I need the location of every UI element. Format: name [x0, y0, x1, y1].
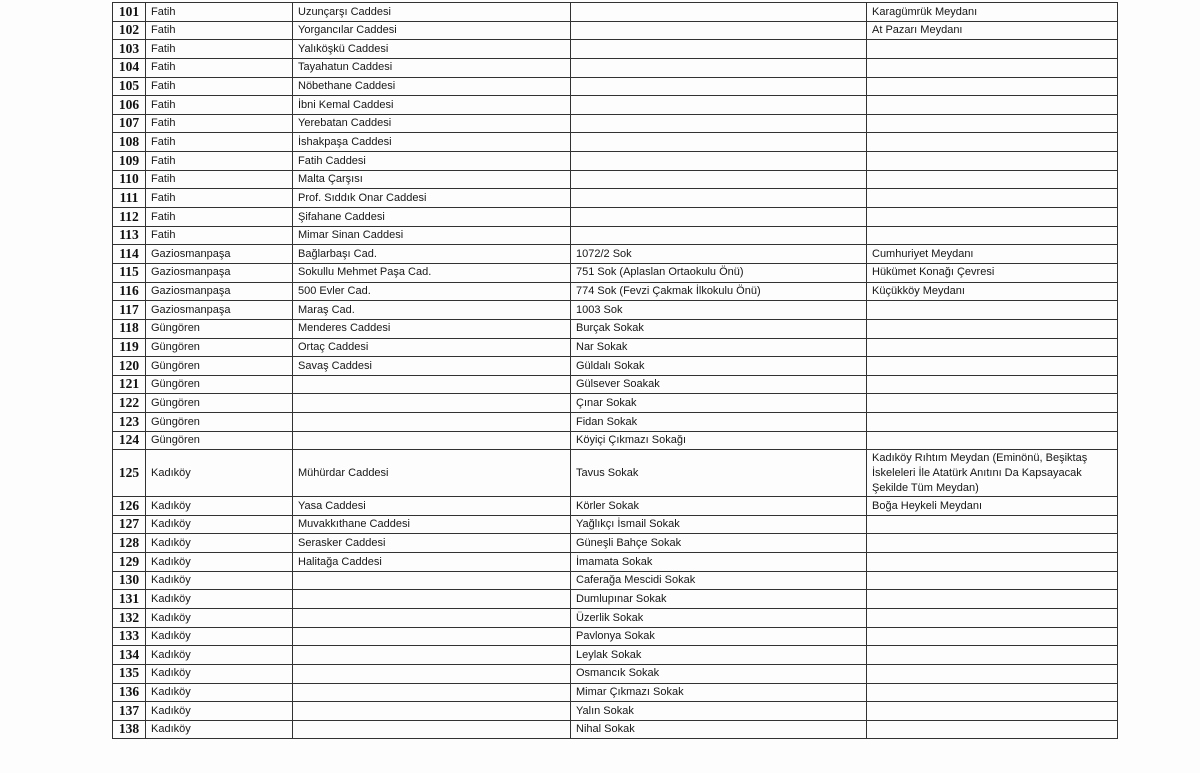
- cell-street: [293, 609, 571, 628]
- table-row: [113, 3, 1118, 22]
- cell-district: Fatih: [146, 208, 293, 227]
- cell-district: Gaziosmanpaşa: [146, 301, 293, 320]
- table-row: [113, 301, 1118, 320]
- table-row: [113, 96, 1118, 115]
- cell-square: [867, 534, 1118, 553]
- table-row: [113, 245, 1118, 264]
- cell-district: Kadıköy: [146, 683, 293, 702]
- cell-street: Yorgancılar Caddesi: [293, 21, 571, 40]
- cell-street: [293, 375, 571, 394]
- cell-district: Fatih: [146, 226, 293, 245]
- cell-row-number: 127: [113, 515, 146, 534]
- cell-side-street: Osmancık Sokak: [571, 664, 867, 683]
- cell-side-street: Pavlonya Sokak: [571, 627, 867, 646]
- cell-side-street: 1072/2 Sok: [571, 245, 867, 264]
- cell-district: Kadıköy: [146, 590, 293, 609]
- cell-row-number: 115: [113, 263, 146, 282]
- cell-side-street: Nar Sokak: [571, 338, 867, 357]
- cell-row-number: 121: [113, 375, 146, 394]
- cell-district: Gaziosmanpaşa: [146, 282, 293, 301]
- cell-street: [293, 431, 571, 450]
- cell-district: Fatih: [146, 133, 293, 152]
- table-row: [113, 450, 1118, 497]
- cell-side-street: Üzerlik Sokak: [571, 609, 867, 628]
- cell-district: Güngören: [146, 357, 293, 376]
- cell-side-street: Burçak Sokak: [571, 319, 867, 338]
- cell-street: Halitağa Caddesi: [293, 553, 571, 572]
- table-row: [113, 646, 1118, 665]
- table-row: [113, 609, 1118, 628]
- cell-street: Muvakkıthane Caddesi: [293, 515, 571, 534]
- cell-row-number: 108: [113, 133, 146, 152]
- cell-row-number: 120: [113, 357, 146, 376]
- cell-row-number: 123: [113, 413, 146, 432]
- cell-square: [867, 152, 1118, 171]
- table-row: [113, 357, 1118, 376]
- cell-district: Fatih: [146, 189, 293, 208]
- cell-square: [867, 431, 1118, 450]
- table-row: [113, 702, 1118, 721]
- table-row: [113, 21, 1118, 40]
- cell-district: Güngören: [146, 431, 293, 450]
- table-row: [113, 114, 1118, 133]
- cell-street: Mimar Sinan Caddesi: [293, 226, 571, 245]
- cell-side-street: [571, 170, 867, 189]
- cell-square: [867, 375, 1118, 394]
- cell-side-street: Çınar Sokak: [571, 394, 867, 413]
- cell-square: [867, 58, 1118, 77]
- cell-street: Yerebatan Caddesi: [293, 114, 571, 133]
- cell-district: Fatih: [146, 40, 293, 59]
- cell-row-number: 116: [113, 282, 146, 301]
- cell-square: Hükümet Konağı Çevresi: [867, 263, 1118, 282]
- table-row: [113, 263, 1118, 282]
- cell-row-number: 134: [113, 646, 146, 665]
- cell-square: [867, 208, 1118, 227]
- cell-district: Kadıköy: [146, 534, 293, 553]
- cell-row-number: 130: [113, 571, 146, 590]
- cell-square: [867, 40, 1118, 59]
- cell-square: [867, 77, 1118, 96]
- table-row: [113, 208, 1118, 227]
- cell-district: Kadıköy: [146, 497, 293, 516]
- cell-square: [867, 189, 1118, 208]
- cell-side-street: [571, 96, 867, 115]
- cell-side-street: Dumlupınar Sokak: [571, 590, 867, 609]
- cell-street: Serasker Caddesi: [293, 534, 571, 553]
- table-row: [113, 226, 1118, 245]
- cell-square: [867, 133, 1118, 152]
- cell-row-number: 132: [113, 609, 146, 628]
- cell-side-street: [571, 152, 867, 171]
- cell-side-street: Güldalı Sokak: [571, 357, 867, 376]
- cell-street: [293, 646, 571, 665]
- cell-street: [293, 664, 571, 683]
- table-row: [113, 515, 1118, 534]
- cell-row-number: 106: [113, 96, 146, 115]
- table-row: [113, 534, 1118, 553]
- cell-row-number: 114: [113, 245, 146, 264]
- cell-square: Cumhuriyet Meydanı: [867, 245, 1118, 264]
- cell-row-number: 122: [113, 394, 146, 413]
- cell-row-number: 105: [113, 77, 146, 96]
- cell-row-number: 104: [113, 58, 146, 77]
- cell-square: [867, 394, 1118, 413]
- cell-district: Fatih: [146, 3, 293, 22]
- cell-side-street: [571, 114, 867, 133]
- cell-district: Güngören: [146, 394, 293, 413]
- cell-district: Fatih: [146, 77, 293, 96]
- cell-street: Malta Çarşısı: [293, 170, 571, 189]
- cell-row-number: 135: [113, 664, 146, 683]
- cell-street: Ortaç Caddesi: [293, 338, 571, 357]
- cell-square: [867, 609, 1118, 628]
- cell-square: [867, 357, 1118, 376]
- cell-row-number: 112: [113, 208, 146, 227]
- cell-street: [293, 571, 571, 590]
- cell-row-number: 103: [113, 40, 146, 59]
- cell-side-street: [571, 133, 867, 152]
- table-row: [113, 627, 1118, 646]
- cell-square: [867, 683, 1118, 702]
- cell-district: Güngören: [146, 338, 293, 357]
- cell-district: Fatih: [146, 58, 293, 77]
- table-row: [113, 319, 1118, 338]
- cell-row-number: 124: [113, 431, 146, 450]
- cell-row-number: 119: [113, 338, 146, 357]
- cell-square: [867, 301, 1118, 320]
- street-table-body: [113, 3, 1118, 739]
- cell-square: [867, 720, 1118, 739]
- cell-district: Kadıköy: [146, 646, 293, 665]
- table-row: [113, 413, 1118, 432]
- cell-street: Bağlarbaşı Cad.: [293, 245, 571, 264]
- cell-row-number: 109: [113, 152, 146, 171]
- cell-row-number: 111: [113, 189, 146, 208]
- cell-side-street: [571, 21, 867, 40]
- table-row: [113, 664, 1118, 683]
- table-row: [113, 170, 1118, 189]
- cell-row-number: 101: [113, 3, 146, 22]
- cell-square: [867, 319, 1118, 338]
- cell-side-street: Güneşli Bahçe Sokak: [571, 534, 867, 553]
- cell-side-street: [571, 58, 867, 77]
- cell-row-number: 117: [113, 301, 146, 320]
- cell-district: Fatih: [146, 114, 293, 133]
- cell-street: [293, 720, 571, 739]
- cell-street: 500 Evler Cad.: [293, 282, 571, 301]
- cell-street: Maraş Cad.: [293, 301, 571, 320]
- cell-district: Fatih: [146, 170, 293, 189]
- cell-side-street: Mimar Çıkmazı Sokak: [571, 683, 867, 702]
- cell-square: [867, 646, 1118, 665]
- cell-square: [867, 338, 1118, 357]
- cell-square: At Pazarı Meydanı: [867, 21, 1118, 40]
- cell-square: Boğa Heykeli Meydanı: [867, 497, 1118, 516]
- cell-side-street: Caferağa Mescidi Sokak: [571, 571, 867, 590]
- cell-square: [867, 590, 1118, 609]
- cell-side-street: Leylak Sokak: [571, 646, 867, 665]
- cell-street: [293, 413, 571, 432]
- cell-district: Güngören: [146, 413, 293, 432]
- cell-side-street: Nihal Sokak: [571, 720, 867, 739]
- cell-street: Menderes Caddesi: [293, 319, 571, 338]
- cell-side-street: Köyiçi Çıkmazı Sokağı: [571, 431, 867, 450]
- cell-street: Yalıköşkü Caddesi: [293, 40, 571, 59]
- cell-side-street: [571, 40, 867, 59]
- cell-street: [293, 627, 571, 646]
- cell-district: Gaziosmanpaşa: [146, 245, 293, 264]
- cell-district: Gaziosmanpaşa: [146, 263, 293, 282]
- cell-street: İbni Kemal Caddesi: [293, 96, 571, 115]
- table-row: [113, 133, 1118, 152]
- cell-side-street: [571, 3, 867, 22]
- cell-square: [867, 553, 1118, 572]
- cell-district: Kadıköy: [146, 571, 293, 590]
- table-row: [113, 683, 1118, 702]
- cell-square: Karagümrük Meydanı: [867, 3, 1118, 22]
- cell-square: [867, 571, 1118, 590]
- cell-square: [867, 114, 1118, 133]
- cell-side-street: [571, 226, 867, 245]
- cell-square: [867, 627, 1118, 646]
- cell-square: [867, 413, 1118, 432]
- cell-row-number: 131: [113, 590, 146, 609]
- cell-side-street: 751 Sok (Aplaslan Ortaokulu Önü): [571, 263, 867, 282]
- table-row: [113, 58, 1118, 77]
- cell-street: [293, 702, 571, 721]
- cell-street: İshakpaşa Caddesi: [293, 133, 571, 152]
- cell-square: [867, 226, 1118, 245]
- cell-side-street: Fidan Sokak: [571, 413, 867, 432]
- cell-row-number: 128: [113, 534, 146, 553]
- cell-district: Kadıköy: [146, 627, 293, 646]
- cell-row-number: 129: [113, 553, 146, 572]
- cell-district: Fatih: [146, 96, 293, 115]
- table-row: [113, 375, 1118, 394]
- cell-side-street: Gülsever Soakak: [571, 375, 867, 394]
- cell-district: Kadıköy: [146, 720, 293, 739]
- cell-district: Fatih: [146, 21, 293, 40]
- table-row: [113, 189, 1118, 208]
- table-row: [113, 553, 1118, 572]
- cell-street: Şifahane Caddesi: [293, 208, 571, 227]
- cell-square: [867, 96, 1118, 115]
- table-row: [113, 720, 1118, 739]
- table-row: [113, 571, 1118, 590]
- cell-district: Güngören: [146, 319, 293, 338]
- cell-street: Prof. Sıddık Onar Caddesi: [293, 189, 571, 208]
- cell-district: Fatih: [146, 152, 293, 171]
- table-row: [113, 431, 1118, 450]
- cell-square: [867, 702, 1118, 721]
- cell-district: Kadıköy: [146, 702, 293, 721]
- cell-row-number: 118: [113, 319, 146, 338]
- cell-street: Yasa Caddesi: [293, 497, 571, 516]
- cell-district: Güngören: [146, 375, 293, 394]
- cell-square: [867, 515, 1118, 534]
- table-row: [113, 40, 1118, 59]
- cell-row-number: 102: [113, 21, 146, 40]
- cell-side-street: Yağlıkçı İsmail Sokak: [571, 515, 867, 534]
- cell-row-number: 113: [113, 226, 146, 245]
- table-row: [113, 497, 1118, 516]
- cell-side-street: 1003 Sok: [571, 301, 867, 320]
- table-row: [113, 338, 1118, 357]
- street-list-table: [112, 2, 1118, 739]
- cell-side-street: Yalın Sokak: [571, 702, 867, 721]
- cell-side-street: Körler Sokak: [571, 497, 867, 516]
- cell-side-street: 774 Sok (Fevzi Çakmak İlkokulu Önü): [571, 282, 867, 301]
- cell-row-number: 136: [113, 683, 146, 702]
- cell-row-number: 137: [113, 702, 146, 721]
- cell-district: Kadıköy: [146, 515, 293, 534]
- table-row: [113, 152, 1118, 171]
- cell-side-street: İmamata Sokak: [571, 553, 867, 572]
- cell-district: Kadıköy: [146, 609, 293, 628]
- cell-row-number: 110: [113, 170, 146, 189]
- cell-side-street: [571, 189, 867, 208]
- cell-row-number: 125: [113, 450, 146, 497]
- cell-street: [293, 590, 571, 609]
- cell-side-street: [571, 208, 867, 227]
- cell-district: Kadıköy: [146, 553, 293, 572]
- table-row: [113, 282, 1118, 301]
- cell-street: Tayahatun Caddesi: [293, 58, 571, 77]
- cell-side-street: Tavus Sokak: [571, 450, 867, 497]
- cell-district: Kadıköy: [146, 664, 293, 683]
- cell-row-number: 138: [113, 720, 146, 739]
- cell-row-number: 126: [113, 497, 146, 516]
- cell-district: Kadıköy: [146, 450, 293, 497]
- cell-street: [293, 394, 571, 413]
- table-row: [113, 590, 1118, 609]
- cell-square: Küçükköy Meydanı: [867, 282, 1118, 301]
- cell-street: Nöbethane Caddesi: [293, 77, 571, 96]
- cell-row-number: 133: [113, 627, 146, 646]
- cell-street: Savaş Caddesi: [293, 357, 571, 376]
- cell-square: [867, 170, 1118, 189]
- cell-square: Kadıköy Rıhtım Meydan (Eminönü, Beşiktaş İskeleleri İle Atatürk Anıtını Da Kapsayacak Şekilde Tüm Meydan): [867, 450, 1118, 497]
- table-row: [113, 77, 1118, 96]
- cell-street: [293, 683, 571, 702]
- cell-street: Fatih Caddesi: [293, 152, 571, 171]
- cell-street: Mühürdar Caddesi: [293, 450, 571, 497]
- cell-square: [867, 664, 1118, 683]
- table-row: [113, 394, 1118, 413]
- cell-street: Sokullu Mehmet Paşa Cad.: [293, 263, 571, 282]
- cell-street: Uzunçarşı Caddesi: [293, 3, 571, 22]
- cell-row-number: 107: [113, 114, 146, 133]
- cell-side-street: [571, 77, 867, 96]
